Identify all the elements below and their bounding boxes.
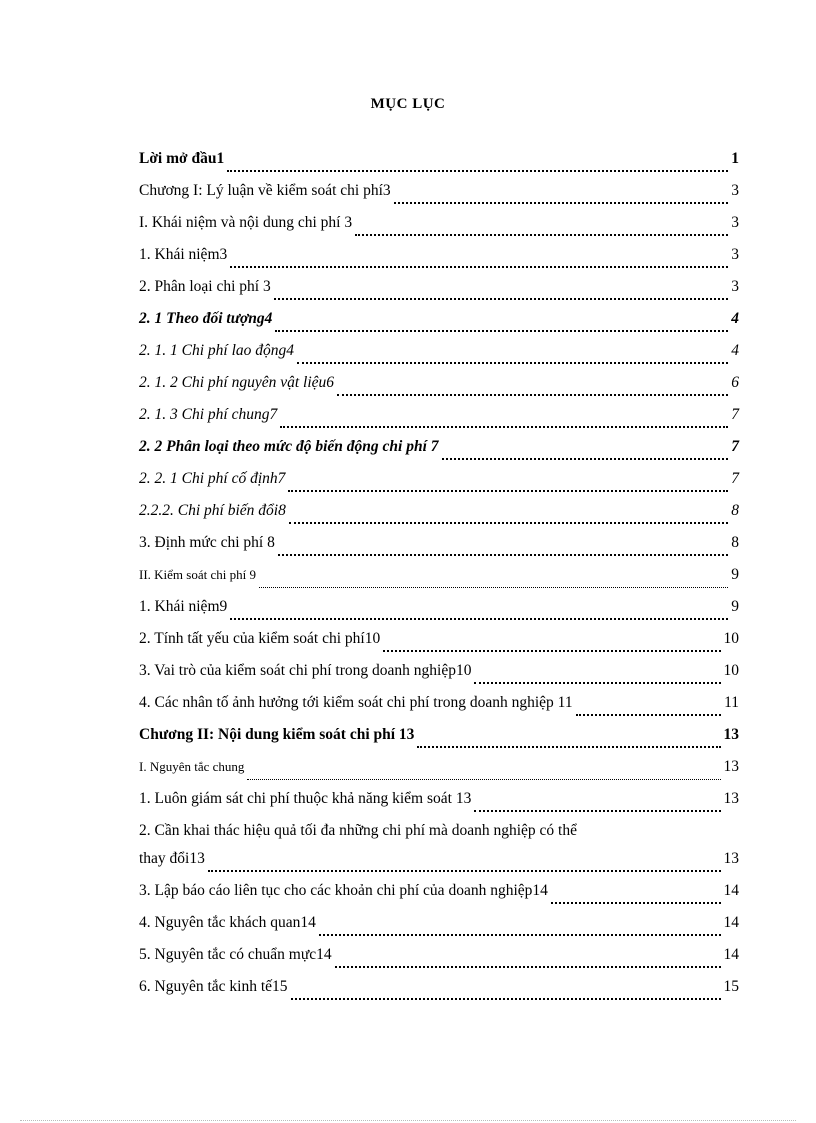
toc-entry-text: 3. Lập báo cáo liên tục cho các khoản chi phí của doanh nghiệp14 xyxy=(139,882,548,899)
toc-entry[interactable] xyxy=(139,150,739,182)
dot-leader xyxy=(297,362,728,364)
toc-entry[interactable] xyxy=(139,758,739,790)
toc-entry[interactable] xyxy=(139,502,739,534)
dot-leader xyxy=(474,810,720,812)
toc-entry-page: 9 xyxy=(731,598,739,615)
dot-leader xyxy=(230,618,728,620)
dot-leader xyxy=(230,266,728,268)
toc-entry-page: 6 xyxy=(731,374,739,391)
toc-entry[interactable] xyxy=(139,914,739,946)
toc-entry-text: I. Khái niệm và nội dung chi phí 3 xyxy=(139,214,353,231)
toc-entry-page: 3 xyxy=(731,214,739,231)
toc-entry-page: 10 xyxy=(723,662,739,679)
dot-leader xyxy=(335,966,721,968)
toc-entry[interactable] xyxy=(139,310,739,342)
toc-entry-text: Chương I: Lý luận về kiểm soát chi phí3 xyxy=(139,182,391,199)
toc-entry-text: thay đổi13 xyxy=(139,850,205,867)
toc-entry-text: 4. Các nhân tố ảnh hưởng tới kiểm soát chi phí trong doanh nghiệp 11 xyxy=(139,694,573,711)
toc-entry-page: 3 xyxy=(731,246,739,263)
dot-leader xyxy=(280,426,728,428)
toc-entry-text: 2. Tính tất yếu của kiểm soát chi phí10 xyxy=(139,630,381,647)
toc-entry[interactable] xyxy=(139,978,739,1010)
toc-entry-text: II. Kiểm soát chi phí 9 xyxy=(139,567,256,582)
dot-leader xyxy=(474,682,720,684)
toc-entry-page: 7 xyxy=(731,406,739,423)
toc-entry-wrapped-line[interactable] xyxy=(139,822,739,850)
toc-entry[interactable] xyxy=(139,214,739,246)
toc-entry[interactable] xyxy=(139,630,739,662)
toc-entry[interactable] xyxy=(139,790,739,822)
toc-entry[interactable] xyxy=(139,278,739,310)
toc-entry-text: 2. 1. 3 Chi phí chung7 xyxy=(139,406,278,423)
toc-entry-text: 2.2.2. Chi phí biến đổi8 xyxy=(139,502,286,519)
toc-entry-text: 2. 1 Theo đối tượng4 xyxy=(139,310,273,327)
toc-entry-page: 8 xyxy=(731,502,739,519)
dot-leader xyxy=(383,650,720,652)
toc-entry[interactable] xyxy=(139,342,739,374)
page-bottom-divider xyxy=(20,1120,796,1121)
dot-leader xyxy=(275,330,728,332)
dot-leader xyxy=(274,298,729,300)
dot-leader xyxy=(337,394,728,396)
dot-leader xyxy=(417,746,720,748)
toc-entry-page: 7 xyxy=(731,470,739,487)
toc-entry[interactable] xyxy=(139,534,739,566)
toc-entry-page: 4 xyxy=(731,342,739,359)
toc-entry-page: 13 xyxy=(723,726,739,743)
toc-entry[interactable] xyxy=(139,662,739,694)
toc-entry-text: 2. Phân loại chi phí 3 xyxy=(139,278,271,295)
toc-entry[interactable] xyxy=(139,946,739,978)
dot-leader xyxy=(227,170,728,172)
dot-leader xyxy=(319,934,721,936)
toc-entry-text: 2. Cần khai thác hiệu quả tối đa những chi phí mà doanh nghiệp có thể xyxy=(139,822,577,839)
dot-leader xyxy=(291,998,721,1000)
dot-leader xyxy=(247,779,720,780)
toc-entry-page: 13 xyxy=(723,790,739,807)
toc-entry-page: 13 xyxy=(723,850,739,867)
toc-entry-text: 1. Khái niệm3 xyxy=(139,246,228,263)
toc-entry-page: 14 xyxy=(723,882,739,899)
dot-leader xyxy=(259,587,728,588)
table-of-contents xyxy=(139,150,739,1010)
toc-entry-text: 1. Khái niệm9 xyxy=(139,598,228,615)
dot-leader xyxy=(289,522,728,524)
toc-entry-text: 2. 2. 1 Chi phí cố định7 xyxy=(139,470,286,487)
toc-entry-text: 4. Nguyên tắc khách quan14 xyxy=(139,914,316,931)
dot-leader xyxy=(278,554,728,556)
toc-entry-page: 11 xyxy=(724,694,739,711)
toc-entry-text: I. Nguyên tắc chung xyxy=(139,759,245,774)
toc-entry[interactable] xyxy=(139,882,739,914)
toc-entry-page: 13 xyxy=(723,758,739,775)
toc-entry[interactable] xyxy=(139,470,739,502)
toc-entry-page: 3 xyxy=(731,182,739,199)
toc-entry-text: 3. Vai trò của kiểm soát chi phí trong doanh nghiệp10 xyxy=(139,662,472,679)
toc-entry-page: 10 xyxy=(723,630,739,647)
dot-leader xyxy=(288,490,728,492)
toc-entry-text: Lời mở đầu1 xyxy=(139,150,225,167)
toc-entry-page: 9 xyxy=(731,566,739,583)
toc-entry[interactable] xyxy=(139,598,739,630)
toc-entry-text: 2. 1. 2 Chi phí nguyên vật liệu6 xyxy=(139,374,335,391)
toc-entry-text: Chương II: Nội dung kiểm soát chi phí 13 xyxy=(139,726,415,743)
toc-entry[interactable] xyxy=(139,566,739,598)
toc-entry-page: 15 xyxy=(723,978,739,995)
toc-entry-text: 5. Nguyên tắc có chuẩn mực14 xyxy=(139,946,332,963)
toc-entry[interactable] xyxy=(139,726,739,758)
toc-entry-page: 14 xyxy=(723,946,739,963)
toc-entry[interactable] xyxy=(139,694,739,726)
toc-entry-page: 7 xyxy=(731,438,739,455)
dot-leader xyxy=(355,234,728,236)
toc-entry-text: 2. 1. 1 Chi phí lao động4 xyxy=(139,342,295,359)
toc-entry[interactable] xyxy=(139,850,739,882)
toc-entry-page: 3 xyxy=(731,278,739,295)
toc-entry-text: 6. Nguyên tắc kinh tế15 xyxy=(139,978,288,995)
dot-leader xyxy=(208,870,721,872)
dot-leader xyxy=(551,902,721,904)
toc-entry-text: 2. 2 Phân loại theo mức độ biến động chi phí 7 xyxy=(139,438,439,455)
toc-entry-text: 1. Luôn giám sát chi phí thuộc khả năng kiểm soát 13 xyxy=(139,790,472,807)
toc-entry[interactable] xyxy=(139,438,739,470)
page-title: MỤC LỤC xyxy=(370,96,446,112)
toc-entry[interactable] xyxy=(139,182,739,214)
toc-entry[interactable] xyxy=(139,374,739,406)
dot-leader xyxy=(442,458,729,460)
dot-leader xyxy=(576,714,721,716)
toc-entry-page: 14 xyxy=(723,914,739,931)
toc-entry-text: 3. Định mức chi phí 8 xyxy=(139,534,275,551)
toc-entry-page: 4 xyxy=(731,310,739,327)
dot-leader xyxy=(394,202,729,204)
toc-entry-page: 1 xyxy=(731,150,739,167)
toc-entry[interactable] xyxy=(139,406,739,438)
toc-entry[interactable] xyxy=(139,246,739,278)
toc-entry-page: 8 xyxy=(731,534,739,551)
